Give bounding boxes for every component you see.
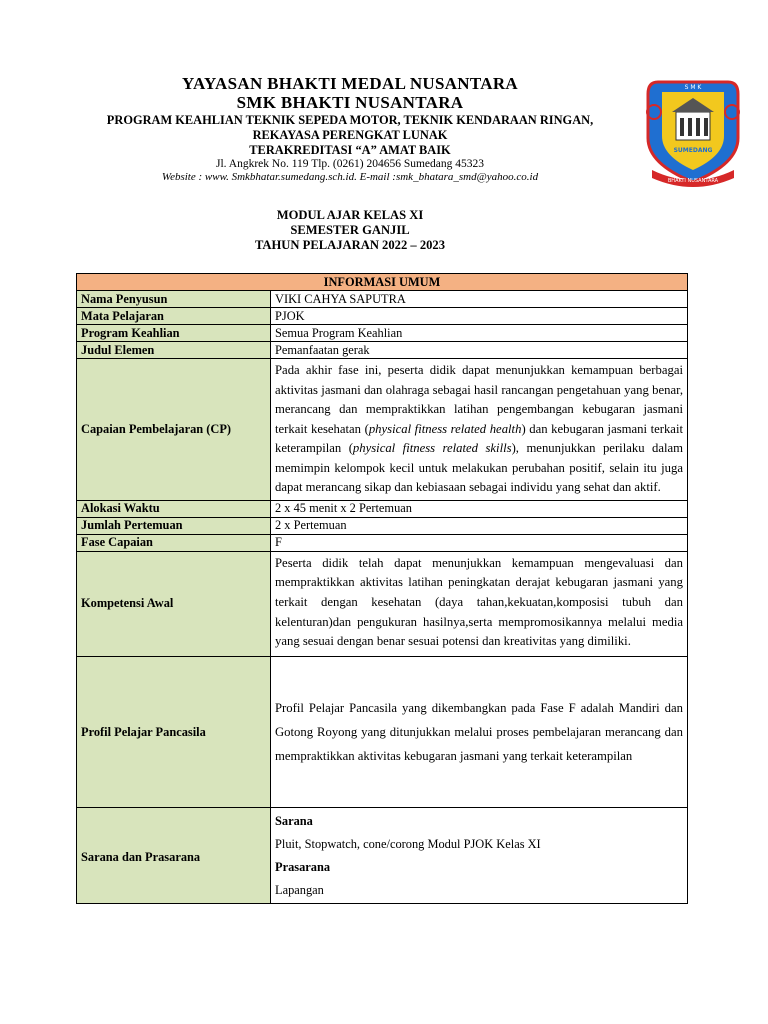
- kompetensi-awal-paragraph: Peserta didik telah dapat menunjukkan kemampuan mengevaluasi dan mempraktikkan aktivitas latihan peningkatan derajat kebugaran jasmani yang terkait dengan kesehatan (daya tahan,kekuatan,komposisi tubuh dan kelenturan)dan pengukuran hasilnya,serta mempromosikannya melalui media yang sesuai dengan benar sesuai potensi dan kreativitas yang dimiliki.: [275, 555, 683, 649]
- prasarana-value: Lapangan: [275, 882, 324, 897]
- accreditation: TERAKREDITASI “A” AMAT BAIK: [249, 143, 451, 157]
- title-line-3: TAHUN PELAJARAN 2022 – 2023: [254, 238, 446, 252]
- svg-text:S M K: S M K: [684, 84, 702, 91]
- cp-text-c: ), menunjukkan perilaku dalam memimpin kelompok kecil untuk melakukan perubahan positif, selain itu juga dapat merancang sikap dan kebiasaan sebagai individu yang sehat dan aktif.: [275, 441, 683, 494]
- sarana-heading: Sarana: [275, 813, 313, 828]
- table-row: [77, 808, 688, 904]
- row-value-nama-penyusun: VIKI CAHYA SAPUTRA: [271, 291, 688, 308]
- program-line-2: REKAYASA PERENGKAT LUNAK: [252, 128, 448, 142]
- general-info-table: [76, 273, 688, 904]
- row-label-sarana-prasarana: Sarana dan Prasarana: [77, 808, 271, 904]
- row-label-mata-pelajaran: Mata Pelajaran: [77, 308, 271, 325]
- row-value-kompetensi-awal: [271, 551, 688, 657]
- letterhead: [60, 74, 640, 184]
- table-heading-row: [77, 274, 688, 291]
- school-logo-icon: [640, 72, 746, 190]
- row-label-nama-penyusun: Nama Penyusun: [77, 291, 271, 308]
- svg-text:SUMEDANG: SUMEDANG: [673, 147, 713, 154]
- row-value-sarana-prasarana: [271, 808, 688, 904]
- cp-italic-b: physical fitness related skills: [352, 441, 512, 455]
- program-line-1: PROGRAM KEAHLIAN TEKNIK SEPEDA MOTOR, TEKNIK KENDARAAN RINGAN,: [106, 113, 594, 127]
- row-label-profil-pancasila: Profil Pelajar Pancasila: [77, 657, 271, 808]
- cp-text-b: ) dan kebugaran jasmani terkait keterampilan (: [275, 421, 683, 455]
- prasarana-heading: Prasarana: [275, 859, 331, 874]
- row-label-kompetensi-awal: Kompetensi Awal: [77, 551, 271, 657]
- row-value-cp: [271, 359, 688, 501]
- cp-text-a: Pada akhir fase ini, peserta didik dapat menunjukkan kemampuan berbagai aktivitas jasmani dan olahraga sebagai hasil rancangan pengetahuan yang benar, merancang dan mempraktikkan latihan pengembangan kebugaran jasmani terkait kesehatan (: [275, 363, 683, 436]
- table-row: [77, 308, 688, 325]
- school-name: SMK BHAKTI NUSANTARA: [236, 93, 464, 112]
- svg-text:BHAKTI NUSANTARA: BHAKTI NUSANTARA: [667, 178, 719, 184]
- table-row: [77, 534, 688, 551]
- row-label-jumlah-pertemuan: Jumlah Pertemuan: [77, 517, 271, 534]
- row-value-fase-capaian: F: [271, 534, 688, 551]
- row-value-program-keahlian: Semua Program Keahlian: [271, 325, 688, 342]
- table-row: [77, 359, 688, 501]
- cp-paragraph: [275, 359, 683, 500]
- row-value-mata-pelajaran: PJOK: [271, 308, 688, 325]
- sarana-value: Pluit, Stopwatch, cone/corong Modul PJOK Kelas XI: [275, 836, 541, 851]
- row-label-cp: Capaian Pembelajaran (CP): [77, 359, 271, 501]
- row-value-alokasi-waktu: 2 x 45 menit x 2 Pertemuan: [271, 500, 688, 517]
- school-address: Jl. Angkrek No. 119 Tlp. (0261) 204656 Sumedang 45323: [216, 158, 484, 170]
- title-line-1: MODUL AJAR KELAS XI: [276, 208, 424, 222]
- table-row: [77, 291, 688, 308]
- row-label-program-keahlian: Program Keahlian: [77, 325, 271, 342]
- profil-pancasila-paragraph: Profil Pelajar Pancasila yang dikembangkan pada Fase F adalah Mandiri dan Gotong Royong yang ditunjukkan melalui proses pembelajaran merancang dan mempraktikkan aktivitas kebugaran jasmani yang terkait keterampilan: [275, 701, 683, 764]
- row-label-alokasi-waktu: Alokasi Waktu: [77, 500, 271, 517]
- table-row: [77, 551, 688, 657]
- cp-italic-a: physical fitness related health: [368, 421, 522, 436]
- row-label-judul-elemen: Judul Elemen: [77, 342, 271, 359]
- table-heading: INFORMASI UMUM: [77, 274, 688, 291]
- row-value-jumlah-pertemuan: 2 x Pertemuan: [271, 517, 688, 534]
- table-row: [77, 325, 688, 342]
- row-label-fase-capaian: Fase Capaian: [77, 534, 271, 551]
- school-website: Website : www. Smkbhatar.sumedang.sch.id. E-mail :smk_bhatara_smd@yahoo.co.id: [161, 171, 539, 183]
- table-row: [77, 500, 688, 517]
- foundation-name: YAYASAN BHAKTI MEDAL NUSANTARA: [181, 74, 518, 93]
- row-value-profil-pancasila: [271, 657, 688, 808]
- table-row: [77, 517, 688, 534]
- module-title: [190, 208, 510, 253]
- row-value-judul-elemen: Pemanfaatan gerak: [271, 342, 688, 359]
- table-row: [77, 342, 688, 359]
- title-line-2: SEMESTER GANJIL: [290, 223, 410, 237]
- table-row: [77, 657, 688, 808]
